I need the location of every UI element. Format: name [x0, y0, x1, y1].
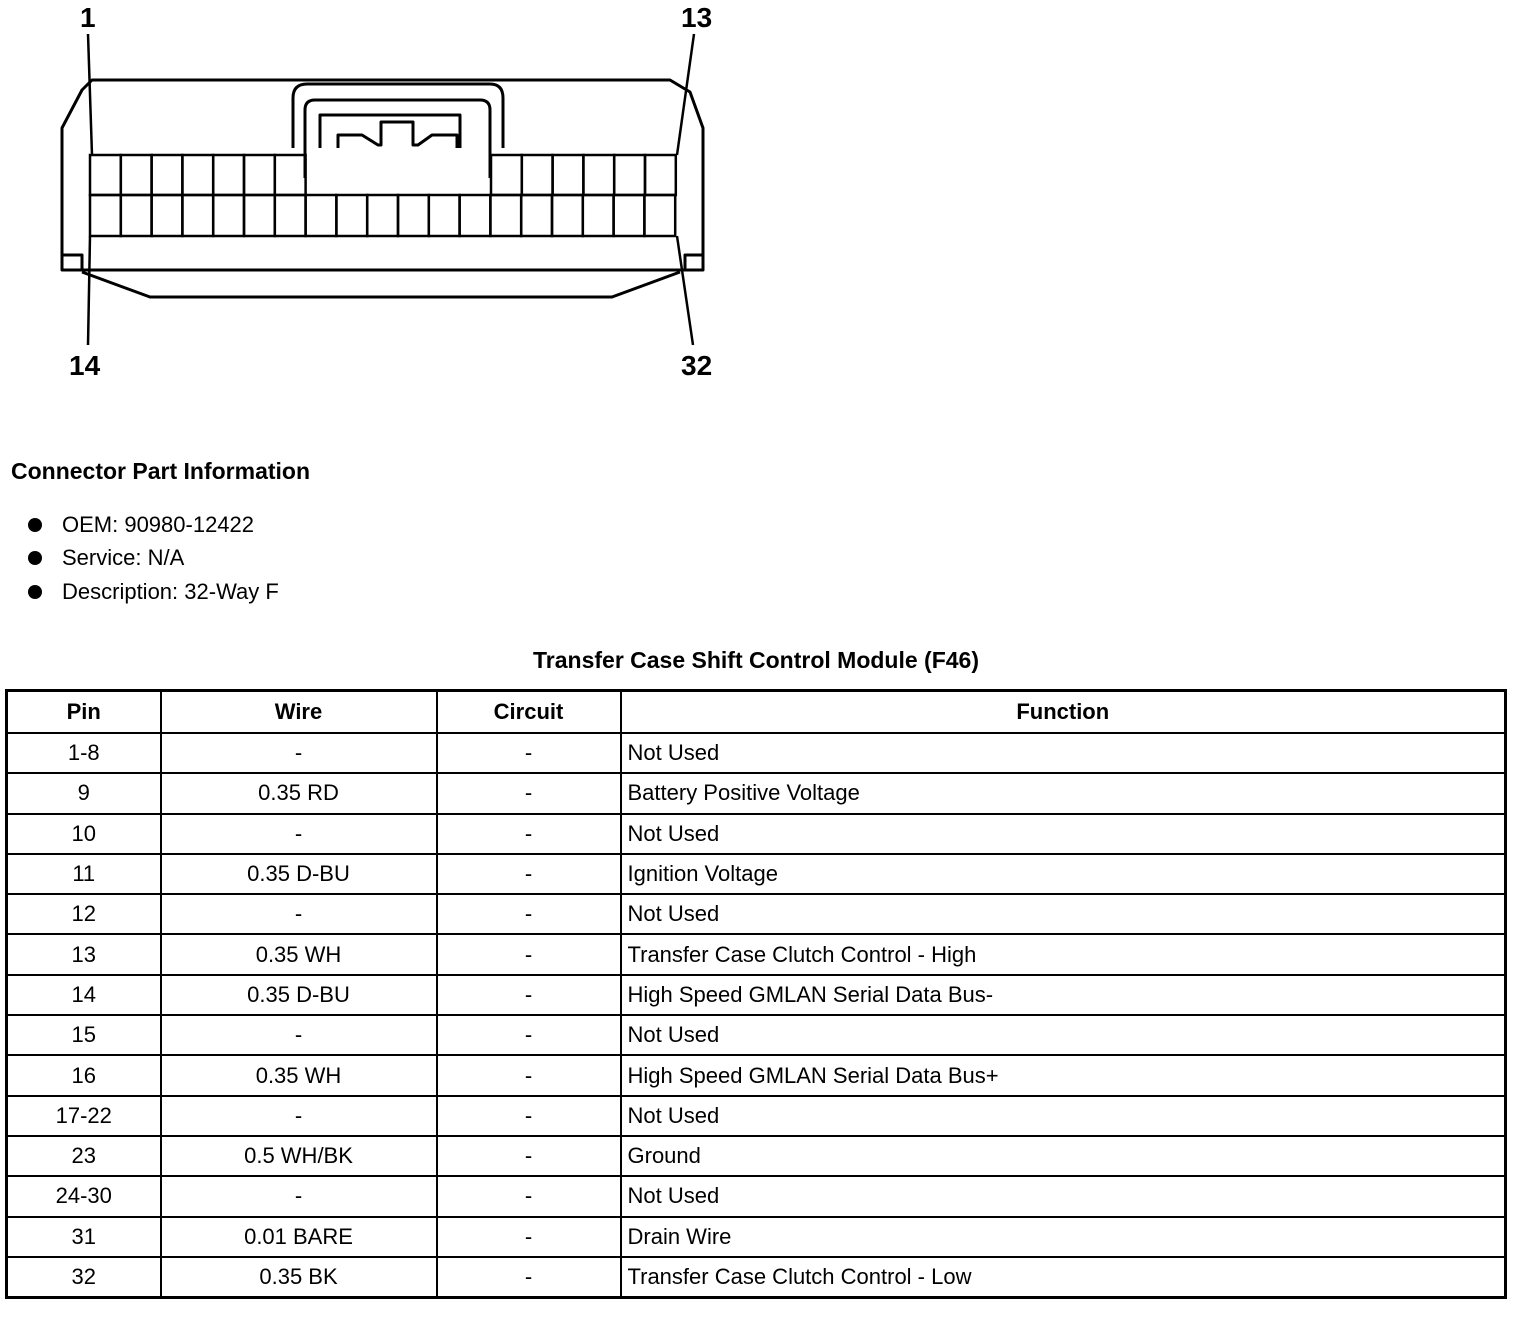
cell-wire: 0.35 D-BU: [161, 854, 437, 894]
cell-wire: -: [161, 894, 437, 934]
pin-cavity: [398, 195, 429, 236]
cell-wire: 0.35 WH: [161, 1055, 437, 1095]
table-row: [7, 733, 1506, 773]
cell-wire: -: [161, 1096, 437, 1136]
pin-cavity: [336, 195, 367, 236]
table-row: [7, 1176, 1506, 1216]
cell-function: Not Used: [621, 733, 1506, 773]
cell-circuit: -: [437, 814, 621, 854]
table-row: [7, 814, 1506, 854]
cell-function: Battery Positive Voltage: [621, 773, 1506, 813]
table-row: [7, 1257, 1506, 1298]
pin-cavity: [90, 155, 121, 195]
cell-wire: 0.35 RD: [161, 773, 437, 813]
connector-info-heading: Connector Part Information: [11, 458, 311, 484]
cell-wire: 0.35 D-BU: [161, 975, 437, 1015]
pin-cavity: [583, 155, 614, 195]
pin-cavity: [121, 155, 152, 195]
pin-cavity: [244, 195, 275, 236]
pin-label-13: 13: [681, 2, 713, 33]
pin-cavity: [583, 195, 614, 236]
header-wire: Wire: [161, 691, 437, 734]
table-row: [7, 773, 1506, 813]
pin-cavity: [275, 155, 306, 195]
table-row: [7, 934, 1506, 974]
cell-circuit: -: [437, 1257, 621, 1298]
cell-function: Transfer Case Clutch Control - High: [621, 934, 1506, 974]
cell-circuit: -: [437, 1176, 621, 1216]
cell-circuit: -: [437, 975, 621, 1015]
cell-pin: 17-22: [7, 1096, 161, 1136]
info-item-service: Service: N/A: [28, 542, 279, 576]
pin-cavity: [552, 195, 583, 236]
cell-pin: 1-8: [7, 733, 161, 773]
cell-wire: 0.35 WH: [161, 934, 437, 974]
cell-pin: 11: [7, 854, 161, 894]
cell-circuit: -: [437, 1096, 621, 1136]
cell-function: Ignition Voltage: [621, 854, 1506, 894]
table-row: [7, 975, 1506, 1015]
cell-circuit: -: [437, 1055, 621, 1095]
cell-function: Transfer Case Clutch Control - Low: [621, 1257, 1506, 1298]
pin-cavity: [182, 155, 213, 195]
pin-cavity: [213, 195, 244, 236]
header-function: Function: [621, 691, 1506, 734]
pin-cavity: [367, 195, 398, 236]
pin-cavity: [275, 195, 306, 236]
cell-pin: 13: [7, 934, 161, 974]
pin-label-1: 1: [80, 2, 96, 33]
pin-cavity: [614, 155, 645, 195]
table-header-row: [7, 691, 1506, 734]
header-pin: Pin: [7, 691, 161, 734]
table-row: [7, 1217, 1506, 1257]
table-title: Transfer Case Shift Control Module (F46): [533, 647, 979, 673]
connector-diagram: [0, 0, 760, 400]
cell-function: Not Used: [621, 894, 1506, 934]
pin-label-14: 14: [69, 350, 101, 381]
pin-cavity: [490, 195, 521, 236]
pin-cavity: [460, 195, 491, 236]
pin-cavity: [553, 155, 584, 195]
cell-pin: 9: [7, 773, 161, 813]
cell-circuit: -: [437, 1015, 621, 1055]
pin-cavity: [521, 195, 552, 236]
table-row: [7, 854, 1506, 894]
cell-pin: 12: [7, 894, 161, 934]
cell-circuit: -: [437, 733, 621, 773]
cell-circuit: -: [437, 773, 621, 813]
cell-wire: 0.5 WH/BK: [161, 1136, 437, 1176]
connector-info-list: [28, 508, 279, 609]
cell-wire: -: [161, 1015, 437, 1055]
table-row: [7, 1096, 1506, 1136]
cell-wire: -: [161, 733, 437, 773]
cell-function: Not Used: [621, 1176, 1506, 1216]
cell-function: Drain Wire: [621, 1217, 1506, 1257]
cell-pin: 10: [7, 814, 161, 854]
cell-circuit: -: [437, 1136, 621, 1176]
pin-cavity: [306, 195, 337, 236]
header-circuit: Circuit: [437, 691, 621, 734]
cell-function: High Speed GMLAN Serial Data Bus+: [621, 1055, 1506, 1095]
table-row: [7, 1015, 1506, 1055]
pin-cavity: [644, 195, 675, 236]
pin-cavity: [213, 155, 244, 195]
cell-pin: 16: [7, 1055, 161, 1095]
table-row: [7, 1136, 1506, 1176]
pin-cavity: [182, 195, 213, 236]
pin-cavity: [645, 155, 676, 195]
cell-function: Ground: [621, 1136, 1506, 1176]
cell-pin: 15: [7, 1015, 161, 1055]
pin-cavity: [90, 195, 121, 236]
info-item-oem: OEM: 90980-12422: [28, 508, 279, 542]
cell-circuit: -: [437, 894, 621, 934]
cell-wire: 0.35 BK: [161, 1257, 437, 1298]
pin-cavity: [152, 155, 183, 195]
info-item-description: Description: 32-Way F: [28, 575, 279, 609]
connector-face-drawing: [0, 0, 760, 400]
cell-wire: -: [161, 814, 437, 854]
pin-cavity: [152, 195, 183, 236]
table-row: [7, 894, 1506, 934]
bullet-icon: [28, 518, 42, 532]
pinout-table: [5, 689, 1507, 1299]
pin-cavity: [522, 155, 553, 195]
cell-pin: 32: [7, 1257, 161, 1298]
cell-pin: 24-30: [7, 1176, 161, 1216]
cell-pin: 23: [7, 1136, 161, 1176]
pin-cavity: [244, 155, 275, 195]
cell-circuit: -: [437, 854, 621, 894]
table-row: [7, 1055, 1506, 1095]
bullet-icon: [28, 585, 42, 599]
bullet-icon: [28, 551, 42, 565]
cell-pin: 31: [7, 1217, 161, 1257]
cell-function: High Speed GMLAN Serial Data Bus-: [621, 975, 1506, 1015]
pin-label-32: 32: [681, 350, 713, 381]
pin-cavity: [614, 195, 645, 236]
pin-cavity: [429, 195, 460, 236]
pin-cavity: [491, 155, 522, 195]
cell-function: Not Used: [621, 1096, 1506, 1136]
cell-wire: 0.01 BARE: [161, 1217, 437, 1257]
cell-pin: 14: [7, 975, 161, 1015]
cell-circuit: -: [437, 934, 621, 974]
cell-wire: -: [161, 1176, 437, 1216]
cell-function: Not Used: [621, 1015, 1506, 1055]
cell-function: Not Used: [621, 814, 1506, 854]
pin-cavity: [121, 195, 152, 236]
cell-circuit: -: [437, 1217, 621, 1257]
